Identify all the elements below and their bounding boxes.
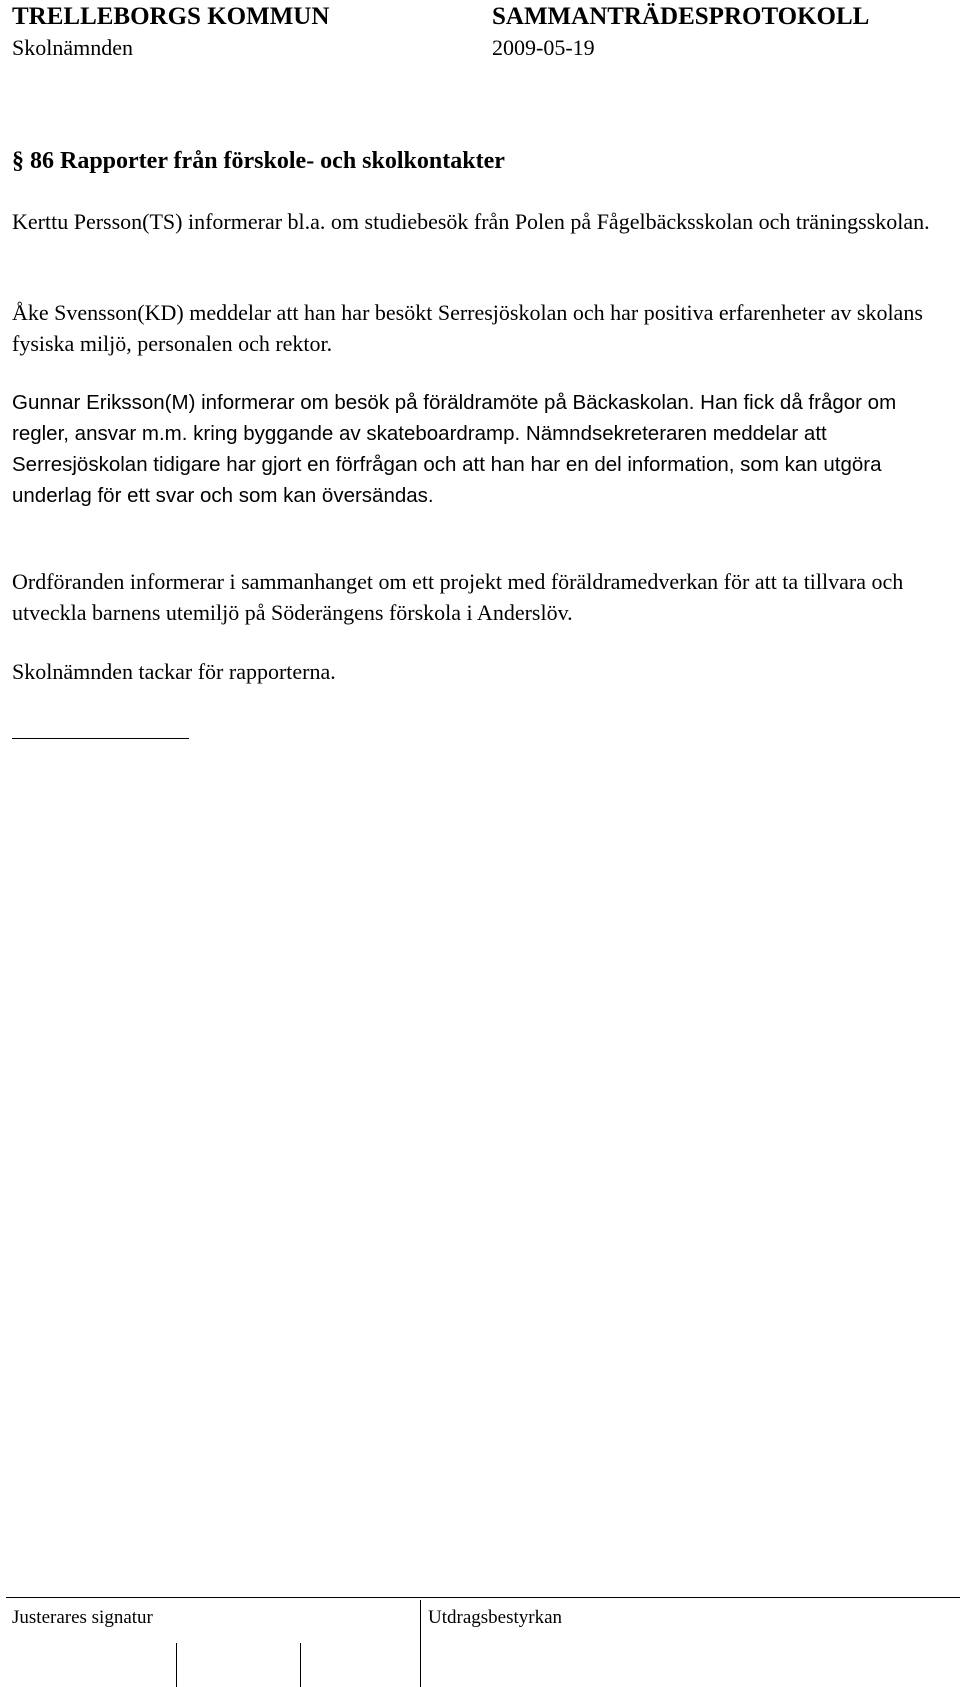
- section-title: § 86 Rapporter från förskole- och skolkontakter: [12, 148, 505, 174]
- footer-divider: [6, 1597, 960, 1598]
- paragraph-chairman: Ordföranden informerar i sammanhanget om ett projekt med föräldramedverkan för att ta tillvara och utveckla barnens utemiljö på Söderängens förskola i Anderslöv.: [12, 569, 904, 625]
- extract-label: Utdragsbestyrkan: [428, 1607, 563, 1628]
- section-end-rule: [12, 738, 189, 739]
- organization-name: TRELLEBORGS KOMMUN: [12, 3, 330, 30]
- signature-label: Justerares signatur: [12, 1607, 153, 1628]
- paragraph-svensson: Åke Svensson(KD) meddelar att han har besökt Serresjöskolan och har positiva erfarenheter av skolans fysiska miljö, personalen och rektor.: [12, 300, 923, 356]
- signature-box-divider: [176, 1643, 177, 1687]
- signature-box-divider: [300, 1643, 301, 1687]
- meeting-date: 2009-05-19: [492, 35, 595, 60]
- paragraph-persson: Kerttu Persson(TS) informerar bl.a. om studiebesök från Polen på Fågelbäcksskolan och träningsskolan.: [12, 209, 930, 234]
- footer-column-divider: [420, 1600, 421, 1687]
- paragraph-conclusion: Skolnämnden tackar för rapporterna.: [12, 659, 336, 684]
- document-type: SAMMANTRÄDESPROTOKOLL: [492, 3, 870, 30]
- committee-name: Skolnämnden: [12, 35, 133, 60]
- paragraph-eriksson: Gunnar Eriksson(M) informerar om besök på föräldramöte på Bäckaskolan. Han fick då frågor om regler, ansvar m.m. kring byggande av skateboardramp. Nämndsekreteraren meddelar att Serresjöskolan tidigare har gjort en förfrågan och att han har en del information, som kan utgöra underlag för ett svar och som kan översändas.: [12, 391, 897, 507]
